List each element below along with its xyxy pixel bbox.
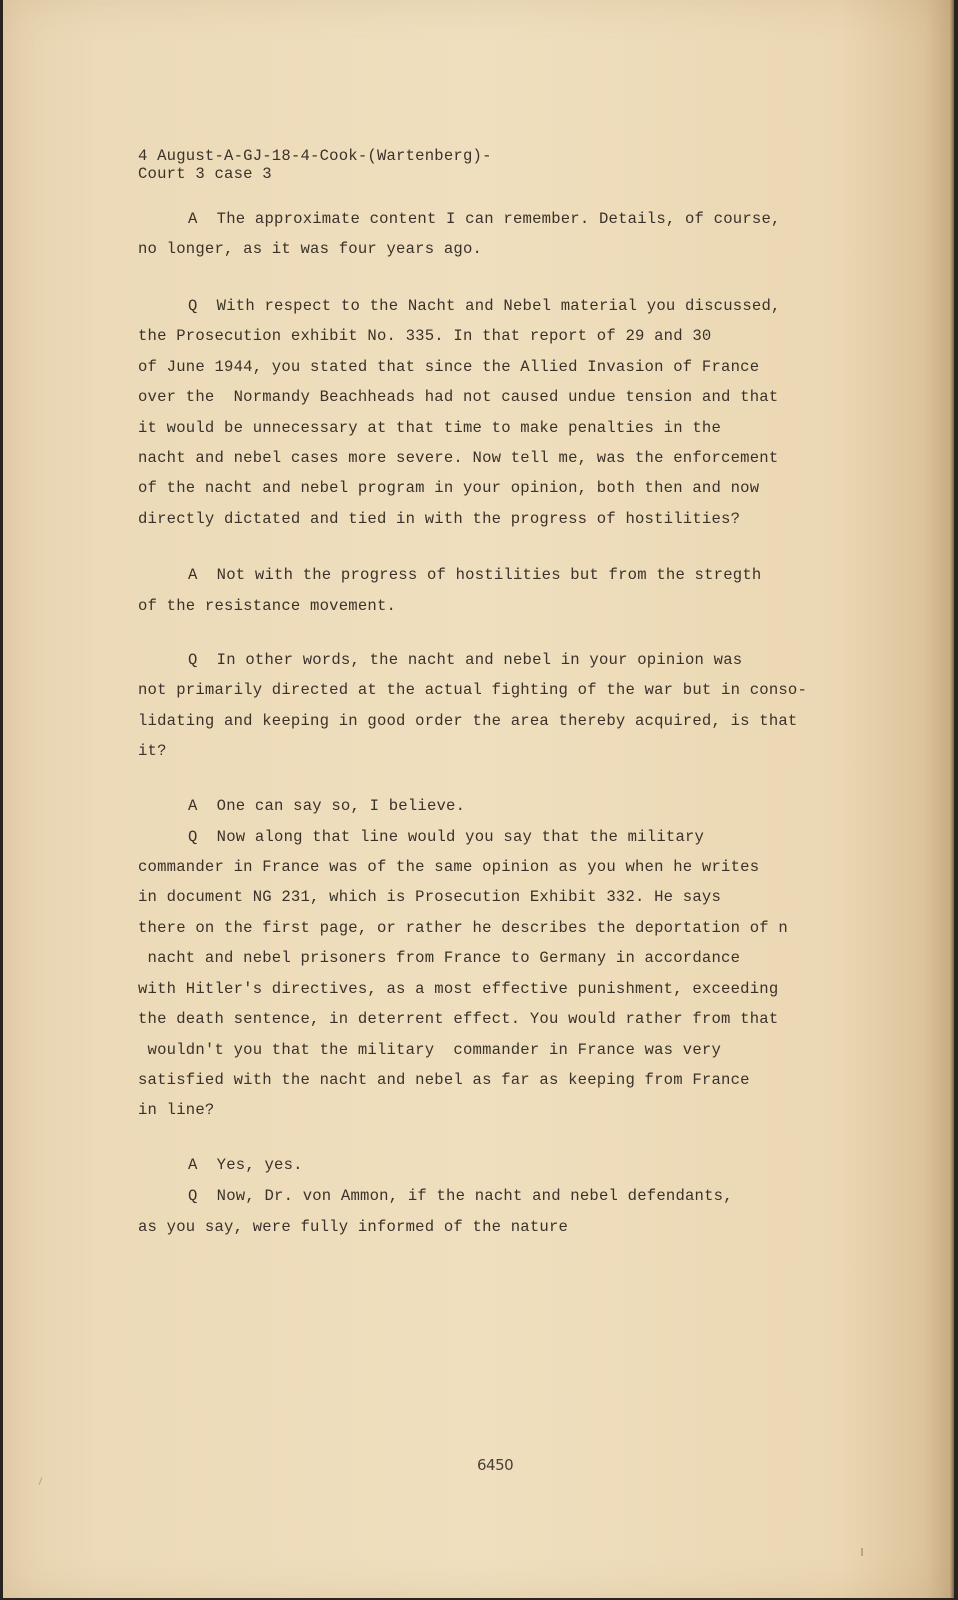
transcript-line: no longer, as it was four years ago. bbox=[138, 240, 483, 258]
transcript-line: of the nacht and nebel program in your opinion, both then and now bbox=[138, 479, 760, 497]
header-line-1: 4 August-A-GJ-18-4-Cook-(Wartenberg)- bbox=[138, 147, 492, 165]
transcript-line: A Not with the progress of hostilities but from the stregth bbox=[188, 566, 762, 584]
transcript-line: in line? bbox=[138, 1101, 215, 1119]
transcript-line: of June 1944, you stated that since the Allied Invasion of France bbox=[138, 358, 760, 376]
transcript-line: A Yes, yes. bbox=[188, 1156, 303, 1174]
transcript-line: lidating and keeping in good order the area thereby acquired, is that bbox=[138, 712, 798, 730]
transcript-line: nacht and nebel prisoners from France to Germany in accordance bbox=[138, 949, 741, 967]
paper-speck bbox=[861, 1548, 863, 1556]
document-page bbox=[3, 0, 954, 1598]
transcript-line: nacht and nebel cases more severe. Now tell me, was the enforcement bbox=[138, 449, 779, 467]
transcript-line: not primarily directed at the actual fighting of the war but in conso- bbox=[138, 681, 808, 699]
transcript-line: Q Now along that line would you say that the military bbox=[188, 828, 705, 846]
transcript-line: of the resistance movement. bbox=[138, 597, 397, 615]
header-line-2: Court 3 case 3 bbox=[138, 165, 272, 183]
transcript-line: it would be unnecessary at that time to make penalties in the bbox=[138, 419, 722, 437]
transcript-line: Q With respect to the Nacht and Nebel material you discussed, bbox=[188, 297, 781, 315]
transcript-line: the death sentence, in deterrent effect. You would rather from that bbox=[138, 1010, 779, 1028]
transcript-line: over the Normandy Beachheads had not caused undue tension and that bbox=[138, 388, 779, 406]
transcript-line: Q In other words, the nacht and nebel in your opinion was bbox=[188, 651, 743, 669]
transcript-line: directly dictated and tied in with the progress of hostilities? bbox=[138, 510, 741, 528]
transcript-line: as you say, were fully informed of the nature bbox=[138, 1218, 569, 1236]
transcript-line: there on the first page, or rather he describes the deportation of n bbox=[138, 919, 788, 937]
transcript-line: wouldn't you that the military commander in France was very bbox=[138, 1041, 722, 1059]
transcript-line: Q Now, Dr. von Ammon, if the nacht and nebel defendants, bbox=[188, 1187, 733, 1205]
transcript-line: with Hitler's directives, as a most effective punishment, exceeding bbox=[138, 980, 779, 998]
transcript-line: the Prosecution exhibit No. 335. In that report of 29 and 30 bbox=[138, 327, 712, 345]
transcript-line: A One can say so, I believe. bbox=[188, 797, 466, 815]
transcript-line: A The approximate content I can remember. Details, of course, bbox=[188, 210, 781, 228]
paper-speck bbox=[39, 1477, 43, 1485]
transcript-line: in document NG 231, which is Prosecution Exhibit 332. He says bbox=[138, 888, 722, 906]
transcript-line: it? bbox=[138, 742, 167, 760]
page-number: 6450 bbox=[477, 1456, 514, 1474]
transcript-line: satisfied with the nacht and nebel as far as keeping from France bbox=[138, 1071, 750, 1089]
transcript-line: commander in France was of the same opinion as you when he writes bbox=[138, 858, 760, 876]
